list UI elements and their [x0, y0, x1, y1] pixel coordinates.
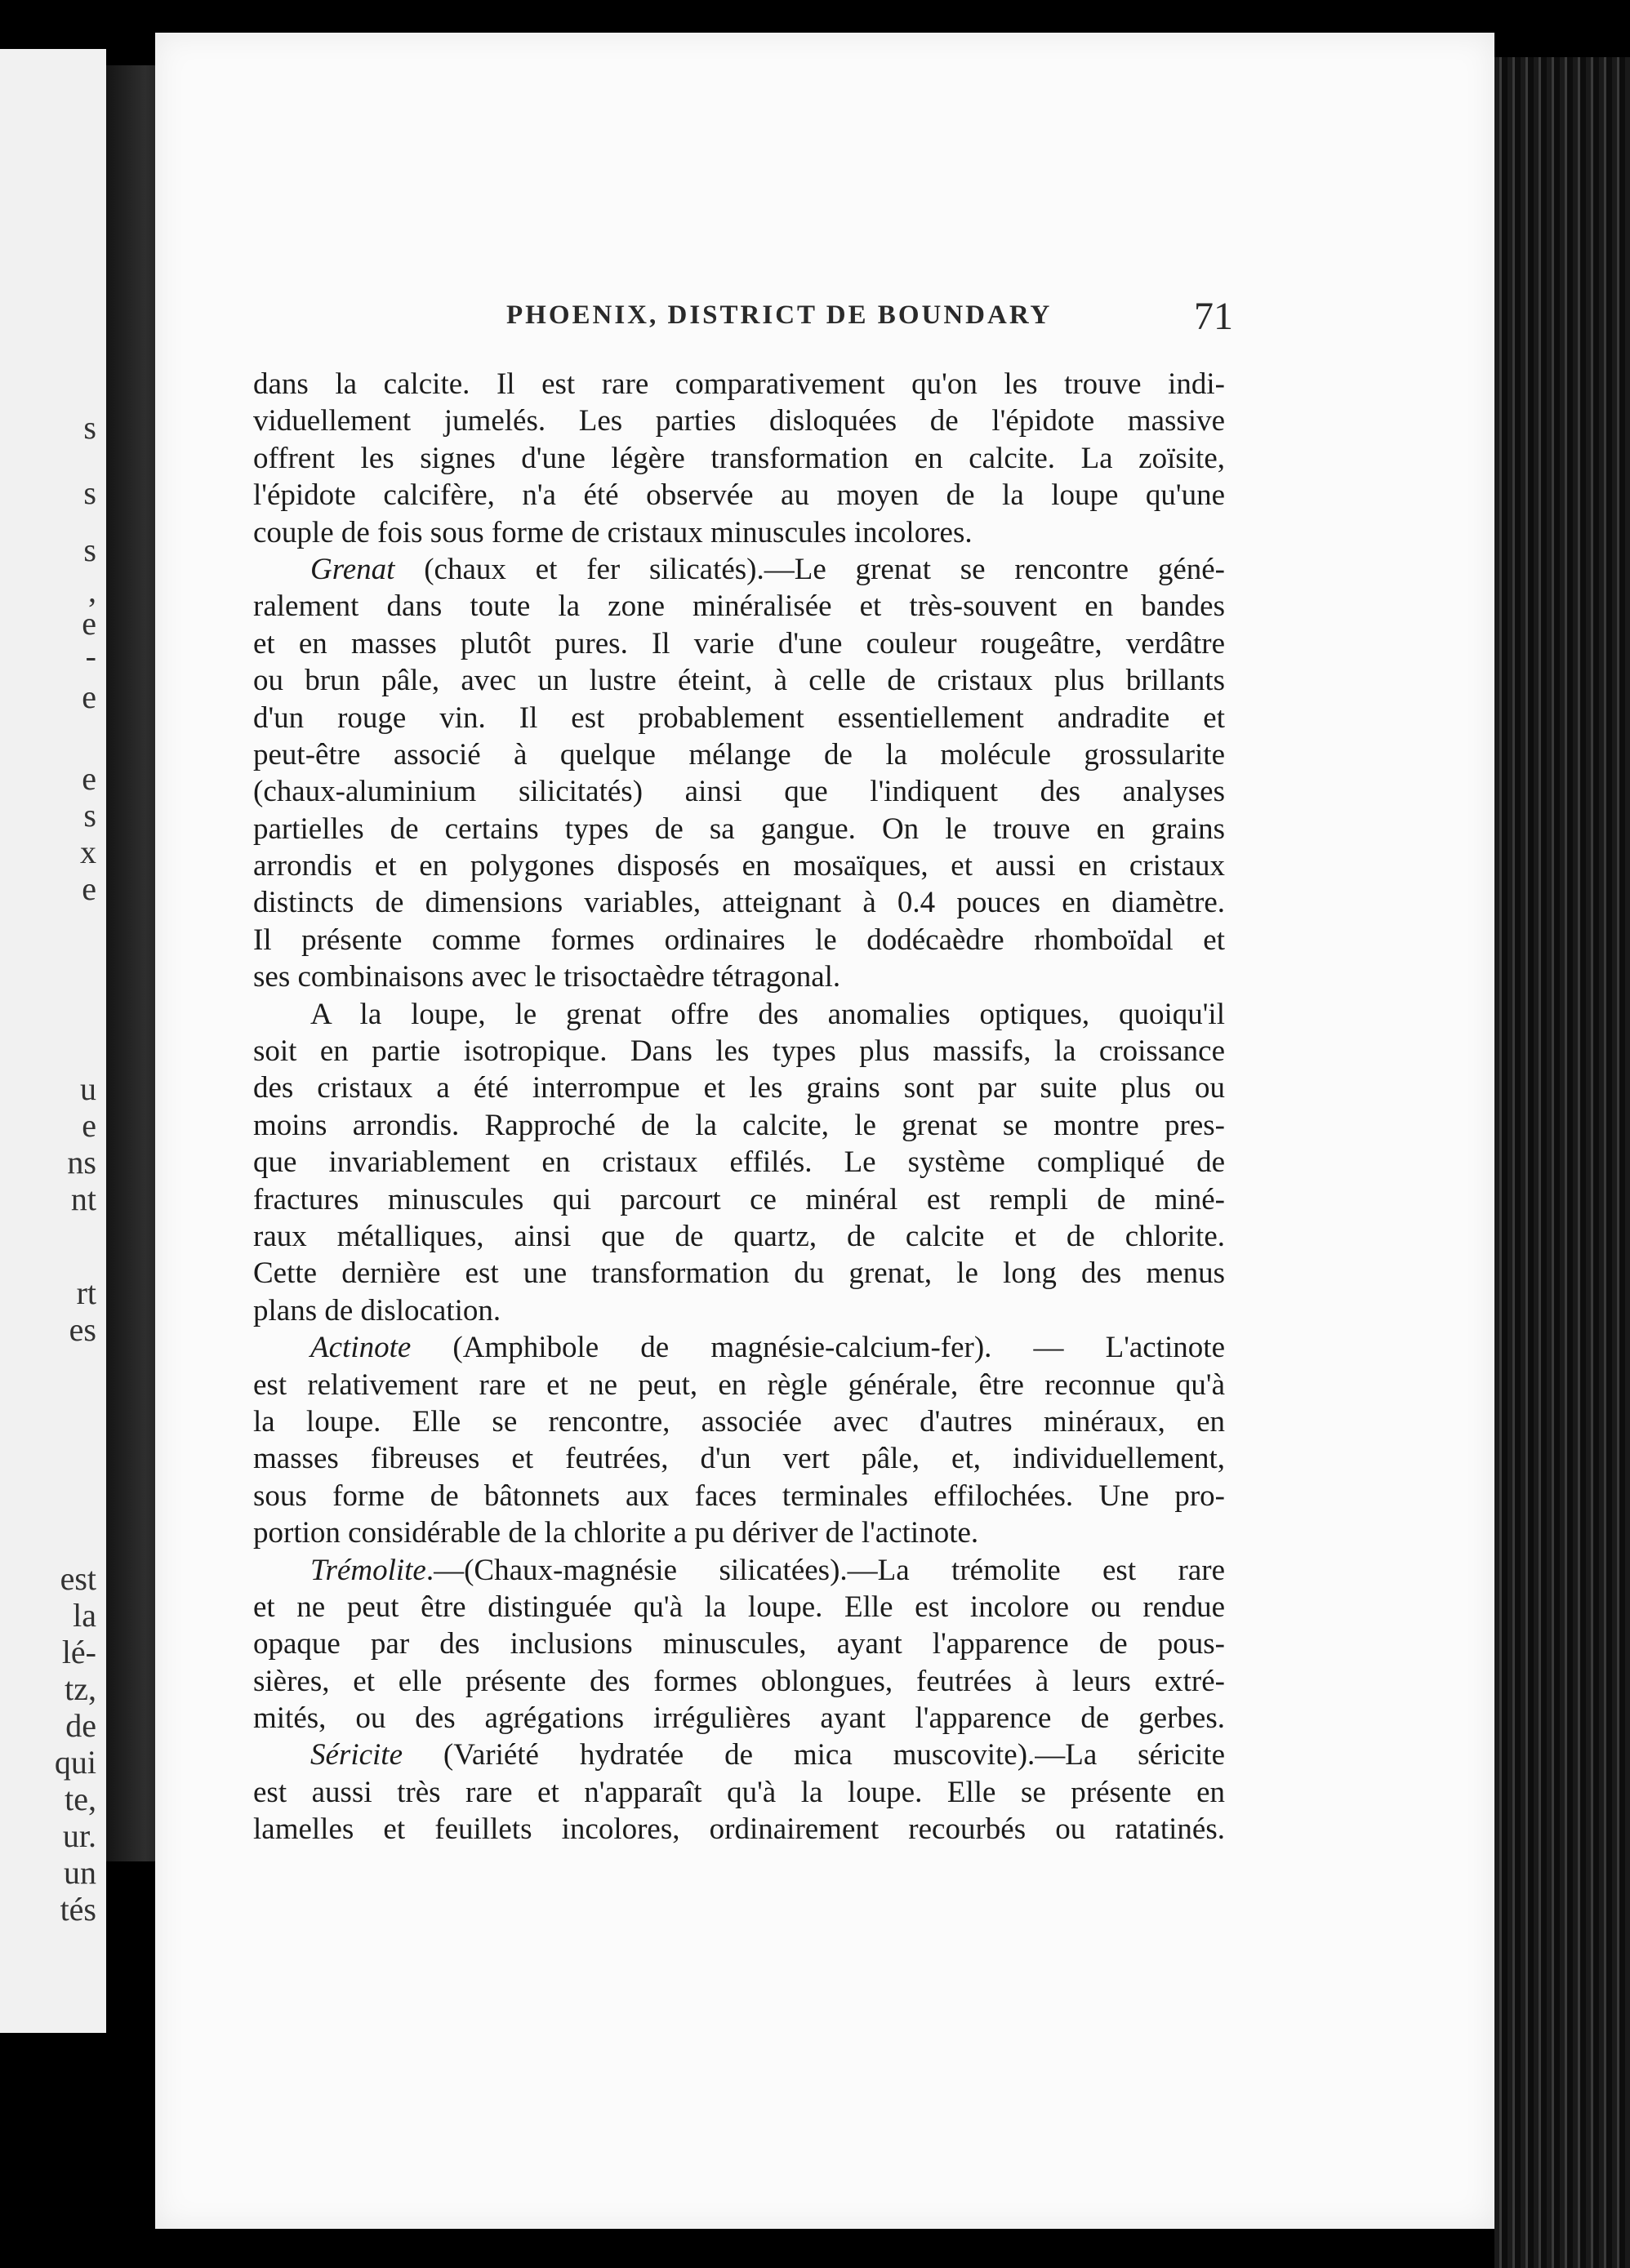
line-text: et ne peut être distinguée qu'à la loupe. Elle est incolore ou rendue: [253, 1590, 1225, 1624]
text-line: [253, 625, 1225, 662]
left-page-fragment: qui: [54, 1744, 96, 1781]
left-page-fragment: x: [80, 834, 96, 870]
left-page-fragment: tés: [60, 1891, 96, 1928]
mineral-name: Actinote: [310, 1331, 412, 1365]
text-line: [253, 1440, 1225, 1477]
left-page-fragment: e: [82, 870, 96, 907]
text-line: [253, 1774, 1225, 1811]
text-line: [253, 1070, 1225, 1106]
line-text: (Variété hydratée de mica muscovite).—La séricite: [403, 1738, 1225, 1772]
book-page-edges: [1494, 57, 1630, 2268]
line-text: Cette dernière est une transformation du grenat, le long des menus: [253, 1256, 1225, 1291]
line-text: A la loupe, le grenat offre des anomalies optiques, quoiqu'il: [310, 997, 1225, 1031]
left-page-fragment: s: [83, 409, 96, 446]
text-line: [253, 402, 1225, 439]
left-page-fragment: ns: [67, 1144, 96, 1181]
line-text: l'épidote calcifère, n'a été observée au moyen de la loupe qu'une: [253, 478, 1225, 513]
left-page-fragment: -: [85, 638, 96, 674]
text-line: [253, 366, 1225, 402]
text-line: [253, 1181, 1225, 1218]
line-text: (chaux-aluminium silicitatés) ainsi que l'indiquent des analyses: [253, 775, 1225, 809]
line-text: portion considérable de la chlorite a pu dériver de l'actinote.: [253, 1516, 979, 1550]
line-text: distincts de dimensions variables, atteignant à 0.4 pouces en diamètre.: [253, 886, 1225, 920]
text-line: [253, 1292, 1225, 1329]
text-line: [253, 1144, 1225, 1181]
text-line: [253, 1255, 1225, 1292]
left-page-fragment: rt: [76, 1274, 96, 1311]
line-text: sous forme de bâtonnets aux faces terminales effilochées. Une pro-: [253, 1479, 1225, 1513]
text-line: [253, 1478, 1225, 1514]
left-page-fragment: ,: [88, 572, 96, 609]
text-line: [253, 1367, 1225, 1403]
text-line: [253, 662, 1225, 699]
line-text: couple de fois sous forme de cristaux minuscules incolores.: [253, 515, 973, 549]
text-line: [253, 700, 1225, 736]
line-text: des cristaux a été interrompue et les grains sont par suite plus ou: [253, 1071, 1225, 1105]
text-line: [253, 1552, 1225, 1589]
text-line: [253, 551, 1225, 588]
left-page-text-fragments: [0, 0, 106, 2268]
line-text: (Amphibole de magnésie-calcium-fer). — L'actinote: [411, 1331, 1225, 1365]
line-text: opaque par des inclusions minuscules, ayant l'apparence de pous-: [253, 1627, 1225, 1661]
text-line: [253, 996, 1225, 1033]
line-text: soit en partie isotropique. Dans les types plus massifs, la croissance: [253, 1034, 1225, 1069]
line-text: plans de dislocation.: [253, 1293, 501, 1327]
text-line: [253, 1107, 1225, 1144]
text-line: [253, 1033, 1225, 1070]
text-line: [253, 884, 1225, 921]
line-text: ralement dans toute la zone minéralisée et très-souvent en bandes: [253, 589, 1225, 624]
text-line: [253, 1663, 1225, 1700]
left-page-fragment: s: [83, 531, 96, 568]
text-line: [253, 440, 1225, 477]
line-text: (chaux et fer silicatés).—Le grenat se rencontre géné-: [394, 552, 1225, 586]
left-page-fragment: de: [65, 1707, 96, 1744]
left-page-fragment: nt: [70, 1181, 96, 1217]
line-text: Il présente comme formes ordinaires le dodécaèdre rhomboïdal et: [253, 923, 1225, 957]
line-text: peut-être associé à quelque mélange de la molécule grossularite: [253, 737, 1225, 772]
text-line: [253, 514, 1225, 551]
left-page-fragment: ur.: [62, 1817, 96, 1854]
text-line: [253, 1218, 1225, 1255]
line-text: arrondis et en polygones disposés en mosaïques, et aussi en cristaux: [253, 849, 1225, 883]
line-text: moins arrondis. Rapproché de la calcite, le grenat se montre pres-: [253, 1108, 1225, 1142]
line-text: ou brun pâle, avec un lustre éteint, à celle de cristaux plus brillants: [253, 664, 1225, 698]
text-line: [253, 1329, 1225, 1366]
mineral-name: Trémolite: [310, 1553, 426, 1587]
left-page-fragment: s: [83, 474, 96, 511]
body-text: [253, 366, 1225, 1848]
text-line: [253, 477, 1225, 514]
text-line: [253, 1700, 1225, 1737]
text-line: [253, 811, 1225, 847]
line-text: .—(Chaux-magnésie silicatées).—La trémolite est rare: [425, 1553, 1225, 1587]
text-line: [253, 1589, 1225, 1625]
line-text: dans la calcite. Il est rare comparativement qu'on les trouve indi-: [253, 367, 1225, 401]
left-page-fragment: e: [82, 1107, 96, 1144]
line-text: est relativement rare et ne peut, en règle générale, être reconnue qu'à: [253, 1367, 1225, 1402]
line-text: ses combinaisons avec le trisoctaèdre tétragonal.: [253, 960, 841, 994]
left-page-fragment: la: [73, 1597, 96, 1634]
running-head: [351, 294, 1266, 343]
mineral-name: Grenat: [310, 552, 395, 586]
text-line: [253, 1811, 1225, 1848]
line-text: est aussi très rare et n'apparaît qu'à la loupe. Elle se présente en: [253, 1775, 1225, 1809]
line-text: d'un rouge vin. Il est probablement essentiellement andradite et: [253, 700, 1225, 735]
left-page-fragment: lé-: [61, 1634, 96, 1670]
line-text: masses fibreuses et feutrées, d'un vert pâle, et, individuellement,: [253, 1442, 1225, 1476]
text-line: [253, 847, 1225, 884]
text-line: [253, 922, 1225, 958]
line-text: que invariablement en cristaux effilés. Le système compliqué de: [253, 1145, 1225, 1180]
text-line: [253, 588, 1225, 625]
left-page-fragment: te,: [65, 1781, 96, 1817]
left-page-fragment: tz,: [65, 1670, 96, 1707]
line-text: viduellement jumelés. Les parties disloquées de l'épidote massive: [253, 404, 1225, 438]
line-text: partielles de certains types de sa gangue. On le trouve en grains: [253, 812, 1225, 846]
left-page-fragment: e: [82, 760, 96, 797]
text-line: [253, 1403, 1225, 1440]
line-text: et en masses plutôt pures. Il varie d'une couleur rougeâtre, verdâtre: [253, 626, 1225, 660]
line-text: mités, ou des agrégations irrégulières ayant l'apparence de gerbes.: [253, 1701, 1225, 1736]
left-page-fragment: un: [64, 1854, 96, 1891]
text-line: [253, 773, 1225, 810]
left-page-fragment: es: [69, 1311, 96, 1348]
text-line: [253, 736, 1225, 773]
text-line: [253, 1625, 1225, 1662]
left-page-fragment: e: [82, 678, 96, 715]
line-text: lamelles et feuillets incolores, ordinairement recourbés ou ratatinés.: [253, 1812, 1225, 1847]
left-page-fragment: s: [83, 797, 96, 834]
page-number: 71: [1194, 295, 1233, 338]
left-page-fragment: est: [60, 1560, 96, 1597]
line-text: raux métalliques, ainsi que de quartz, de calcite et de chlorite.: [253, 1219, 1225, 1253]
text-line: [253, 958, 1225, 995]
running-title: PHOENIX, DISTRICT DE BOUNDARY: [506, 300, 1053, 330]
left-page-fragment: u: [80, 1070, 96, 1107]
line-text: sières, et elle présente des formes oblongues, feutrées à leurs extré-: [253, 1664, 1225, 1698]
mineral-name: Séricite: [310, 1738, 403, 1772]
left-page-fragment: e: [82, 605, 96, 642]
line-text: la loupe. Elle se rencontre, associée avec d'autres minéraux, en: [253, 1404, 1225, 1439]
line-text: fractures minuscules qui parcourt ce minéral est rempli de miné-: [253, 1182, 1225, 1216]
line-text: offrent les signes d'une légère transformation en calcite. La zoïsite,: [253, 441, 1225, 475]
text-line: [253, 1514, 1225, 1551]
text-line: [253, 1737, 1225, 1773]
